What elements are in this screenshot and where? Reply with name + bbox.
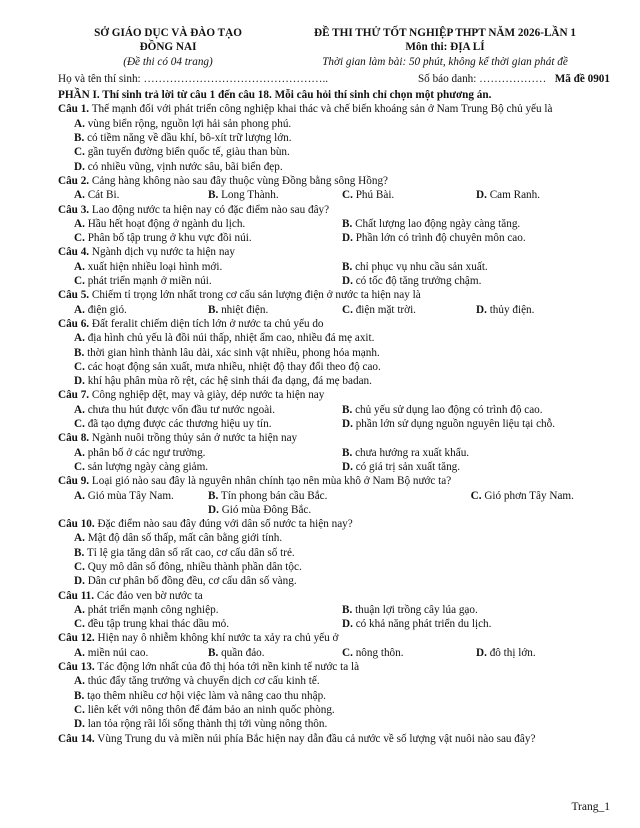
answer-option xyxy=(208,489,471,503)
option-letter: D. xyxy=(342,232,353,245)
options-block xyxy=(58,646,610,660)
option-text: gần tuyến đường biển quốc tế, giàu than bùn. xyxy=(87,146,290,159)
option-letter: D. xyxy=(342,618,353,631)
option-text: Gió mùa Tây Nam. xyxy=(87,489,174,502)
question-text: Ngành dịch vụ nước ta hiện nay xyxy=(91,246,235,259)
answer-option xyxy=(342,217,610,231)
option-text: Tín phong bán cầu Bắc. xyxy=(220,489,328,502)
question-list xyxy=(58,102,610,745)
answer-option xyxy=(208,303,342,317)
option-letter: C. xyxy=(470,489,482,502)
option-letter: A. xyxy=(74,117,85,130)
answer-option xyxy=(208,503,471,517)
candidate-number-field: Số báo danh: ……………… xyxy=(417,72,547,85)
option-text: chủ yếu sử dụng lao động có trình độ cao. xyxy=(355,403,543,416)
option-text: lan tỏa rộng rãi lối sống thành thị tới vùng nông thôn. xyxy=(87,718,328,731)
option-letter: D. xyxy=(476,646,487,659)
option-letter: D. xyxy=(74,718,85,731)
option-letter: B. xyxy=(74,346,85,359)
option-text: thủy điện. xyxy=(489,303,535,316)
options-row xyxy=(74,217,610,231)
question xyxy=(58,474,610,517)
answer-option xyxy=(342,460,610,474)
question-stem xyxy=(58,288,610,302)
question-stem xyxy=(58,660,610,674)
option-text: tạo thêm nhiều cơ hội việc làm và nâng cao thu nhập. xyxy=(87,689,326,702)
option-text: Phần lớn có trình độ chuyên môn cao. xyxy=(355,232,526,245)
time-limit: Thời gian làm bài: 50 phút, không kể thời gian phát đề xyxy=(322,55,568,68)
question-text: Các đảo ven bờ nước ta xyxy=(96,589,203,602)
question-text: Lao động nước ta hiện nay có đặc điểm nào sau đây? xyxy=(91,203,330,216)
question xyxy=(58,660,610,731)
question-number: Câu 4. xyxy=(58,246,90,259)
answer-option xyxy=(74,145,610,159)
option-text: có tốc độ tăng trưởng chậm. xyxy=(355,275,482,288)
answer-option xyxy=(74,217,342,231)
options-block xyxy=(58,303,610,317)
option-text: có giá trị sản xuất tăng. xyxy=(355,460,461,473)
option-text: thúc đẩy tăng trưởng và chuyển dịch cơ cấu kinh tế. xyxy=(87,675,320,688)
answer-option xyxy=(342,274,610,288)
option-text: thuận lợi trồng cây lúa gạo. xyxy=(355,603,478,616)
options-block xyxy=(58,331,610,388)
answer-option xyxy=(74,703,610,717)
answer-option xyxy=(208,188,342,202)
option-letter: C. xyxy=(74,275,85,288)
part-title: PHẦN I. Thí sinh trả lời từ câu 1 đến câu 18. Mỗi câu hỏi thí sinh chỉ chọn một phương án. xyxy=(58,89,492,102)
option-letter: C. xyxy=(74,460,85,473)
question-text: Ngành nuôi trồng thủy sản ở nước ta hiện nay xyxy=(91,432,298,445)
answer-option xyxy=(74,460,342,474)
option-letter: B. xyxy=(342,217,353,230)
question-number: Câu 3. xyxy=(58,203,90,216)
exam-title: ĐỀ THI THỬ TỐT NGHIỆP THPT NĂM 2026-LẦN 1 xyxy=(314,27,576,39)
options-block xyxy=(58,446,610,475)
option-letter: B. xyxy=(74,689,85,702)
options-row xyxy=(74,489,610,503)
option-text: phân bố ở các ngư trường. xyxy=(87,446,206,459)
question-number: Câu 9. xyxy=(58,475,90,488)
answer-option xyxy=(208,646,342,660)
answer-option xyxy=(342,303,476,317)
answer-option xyxy=(74,617,342,631)
answer-option xyxy=(74,646,208,660)
options-row xyxy=(74,460,610,474)
option-letter: C. xyxy=(74,360,85,373)
answer-option xyxy=(342,603,610,617)
options-block xyxy=(58,531,610,588)
options-row xyxy=(74,617,610,631)
option-letter: B. xyxy=(208,303,219,316)
answer-option xyxy=(74,274,342,288)
option-letter: C. xyxy=(342,303,353,316)
question xyxy=(58,102,610,173)
question-number: Câu 2. xyxy=(58,174,90,187)
option-letter: A. xyxy=(74,189,85,202)
option-text: phát triển mạnh công nghiệp. xyxy=(87,603,219,616)
answer-option xyxy=(476,188,610,202)
question xyxy=(58,431,610,474)
option-text: nông thôn. xyxy=(355,646,404,659)
question-stem xyxy=(58,431,610,445)
option-text: chưa thu hút được vốn đầu tư nước ngoài. xyxy=(87,403,276,416)
answer-option xyxy=(342,231,610,245)
option-text: chưa hướng ra xuất khẩu. xyxy=(355,446,470,459)
answer-option xyxy=(74,331,610,345)
question xyxy=(58,589,610,632)
option-letter: C. xyxy=(74,146,85,159)
option-text: Long Thành. xyxy=(221,189,279,202)
question-stem xyxy=(58,245,610,259)
option-text: điện mặt trời. xyxy=(355,303,416,316)
option-letter: A. xyxy=(74,446,85,459)
option-letter: B. xyxy=(74,546,85,559)
options-row xyxy=(74,303,610,317)
options-row xyxy=(74,646,610,660)
option-text: khí hậu phân mùa rõ rệt, các hệ sinh thái đa dạng, đá mẹ badan. xyxy=(87,375,372,388)
option-text: chỉ phục vụ nhu cầu sản xuất. xyxy=(355,260,488,273)
option-letter: D. xyxy=(74,160,85,173)
answer-option xyxy=(74,546,610,560)
question-number: Câu 5. xyxy=(58,289,90,302)
option-letter: B. xyxy=(342,403,353,416)
answer-option xyxy=(74,717,610,731)
options-row xyxy=(74,188,610,202)
option-letter: D. xyxy=(476,189,487,202)
question xyxy=(58,317,610,388)
answer-option xyxy=(74,689,610,703)
option-text: có nhiều vũng, vịnh nước sâu, bãi biển đẹp. xyxy=(87,160,283,173)
option-text: miền núi cao. xyxy=(87,646,149,659)
option-letter: B. xyxy=(74,132,85,145)
option-letter: C. xyxy=(74,418,85,431)
question-text: Đặc điểm nào sau đây đúng với dân số nước ta hiện nay? xyxy=(97,518,353,531)
answer-option xyxy=(342,260,610,274)
question xyxy=(58,174,610,203)
answer-option xyxy=(74,674,610,688)
option-letter: C. xyxy=(342,646,353,659)
option-text: liên kết với nông thôn để đảm bảo an ninh quốc phòng. xyxy=(87,703,335,716)
option-letter: C. xyxy=(74,232,85,245)
province-name: ĐỒNG NAI xyxy=(139,41,197,54)
question-stem xyxy=(58,517,610,531)
option-letter: A. xyxy=(74,303,85,316)
answer-option xyxy=(74,231,342,245)
question-text: Thế mạnh đối với phát triển công nghiệp khai thác và chế biến khoáng sản ở Nam Trung Bộ chủ yếu là xyxy=(91,103,553,116)
option-letter: D. xyxy=(74,575,85,588)
options-block xyxy=(58,117,610,174)
option-text: Quy mô dân số đông, nhiều thành phần dân tộc. xyxy=(87,560,302,573)
student-name-field: Họ và tên thí sinh: ………………………………………….. xyxy=(58,72,329,85)
option-letter: B. xyxy=(208,489,219,502)
options-row xyxy=(74,403,610,417)
option-letter: A. xyxy=(74,532,85,545)
option-letter: A. xyxy=(74,217,85,230)
option-text: Gió mùa Đông Bắc. xyxy=(221,503,312,516)
question-text: Công nghiệp dệt, may và giày, dép nước ta hiện nay xyxy=(91,389,325,402)
answer-option xyxy=(342,446,610,460)
answer-option xyxy=(342,188,476,202)
exam-title-block xyxy=(280,26,610,69)
answer-option xyxy=(476,303,610,317)
options-block xyxy=(58,603,610,632)
question-stem xyxy=(58,388,610,402)
option-text: có tiềm năng về dầu khí, bô-xít trữ lượng lớn. xyxy=(87,132,292,145)
answer-option xyxy=(471,489,610,503)
option-text: Phú Bài. xyxy=(355,189,395,202)
answer-option xyxy=(74,574,610,588)
question-stem xyxy=(58,474,610,488)
option-text: Chất lượng lao động ngày càng tăng. xyxy=(355,217,521,230)
question xyxy=(58,732,610,746)
subject-name: Môn thi: ĐỊA LÍ xyxy=(405,41,485,54)
options-row xyxy=(74,503,610,517)
answer-option xyxy=(342,646,476,660)
option-text: xuất hiện nhiều loại hình mới. xyxy=(87,260,223,273)
answer-option xyxy=(74,489,208,503)
option-text: Cam Ranh. xyxy=(489,189,541,202)
option-letter: A. xyxy=(74,675,85,688)
question-number: Câu 13. xyxy=(58,661,95,674)
option-text: điện gió. xyxy=(87,303,127,316)
question-stem xyxy=(58,102,610,116)
option-letter: C. xyxy=(74,618,85,631)
option-text: địa hình chủ yếu là đồi núi thấp, nhiệt ẩm cao, nhiều đá mẹ axit. xyxy=(87,332,375,345)
options-row xyxy=(74,231,610,245)
question-stem xyxy=(58,203,610,217)
question-text: Tác động lớn nhất của đô thị hóa tới nền kinh tế nước ta là xyxy=(97,661,360,674)
option-letter: A. xyxy=(74,646,85,659)
answer-option xyxy=(342,617,610,631)
option-text: nhiệt điện. xyxy=(221,303,269,316)
question-stem xyxy=(58,174,610,188)
answer-option xyxy=(74,303,208,317)
option-letter: D. xyxy=(342,275,353,288)
answer-option xyxy=(74,346,610,360)
question xyxy=(58,631,610,660)
question xyxy=(58,288,610,317)
options-row xyxy=(74,274,610,288)
question-text: Hiện nay ô nhiễm không khí nước ta xảy ra chủ yếu ở xyxy=(97,632,339,645)
option-letter: B. xyxy=(342,446,353,459)
options-block xyxy=(58,217,610,246)
option-letter: C. xyxy=(342,189,353,202)
question-number: Câu 12. xyxy=(58,632,95,645)
answer-option xyxy=(74,417,342,431)
answer-option xyxy=(342,403,610,417)
answer-option xyxy=(74,131,610,145)
options-row xyxy=(74,260,610,274)
option-text: đã tạo dựng được các thương hiệu uy tín. xyxy=(87,418,272,431)
answer-option xyxy=(74,360,610,374)
exam-header xyxy=(58,26,610,69)
answer-option xyxy=(74,188,208,202)
page-footer: Trang_1 xyxy=(571,800,610,813)
option-letter: A. xyxy=(74,489,85,502)
option-text: đều tập trung khai thác dầu mỏ. xyxy=(87,618,230,631)
department-block xyxy=(58,26,278,69)
answer-option xyxy=(476,646,610,660)
option-text: Cát Bi. xyxy=(87,189,120,202)
option-text: Mật độ dân số thấp, mất cân bằng giới tính. xyxy=(87,532,283,545)
question xyxy=(58,245,610,288)
answer-option xyxy=(74,117,610,131)
answer-option xyxy=(74,374,610,388)
answer-option xyxy=(342,417,610,431)
option-text: Hầu hết hoạt động ở ngành du lịch. xyxy=(87,217,246,230)
option-text: vùng biển rộng, nguồn lợi hải sản phong phú. xyxy=(87,117,292,130)
option-letter: B. xyxy=(342,260,353,273)
option-text: sản lượng ngày càng giảm. xyxy=(87,460,209,473)
option-letter: B. xyxy=(208,189,219,202)
question-text: Chiếm tỉ trọng lớn nhất trong cơ cấu sản lượng điện ở nước ta hiện nay là xyxy=(91,289,421,302)
option-text: đô thị lớn. xyxy=(489,646,536,659)
question-text: Cảng hàng không nào sau đây thuộc vùng Đồng bằng sông Hồng? xyxy=(91,174,389,187)
option-letter: A. xyxy=(74,260,85,273)
options-row xyxy=(74,417,610,431)
option-letter: A. xyxy=(74,332,85,345)
option-letter: D. xyxy=(342,418,353,431)
question xyxy=(58,517,610,588)
options-block xyxy=(58,188,610,202)
option-letter: C. xyxy=(74,560,85,573)
question-stem xyxy=(58,589,610,603)
option-letter: D. xyxy=(208,503,219,516)
answer-option xyxy=(74,260,342,274)
option-letter: A. xyxy=(74,603,85,616)
option-letter: D. xyxy=(476,303,487,316)
option-letter: D. xyxy=(342,460,353,473)
option-text: phát triển mạnh ở miền núi. xyxy=(87,275,212,288)
options-block xyxy=(58,403,610,432)
question-number: Câu 11. xyxy=(58,589,95,602)
option-text: Gió phơn Tây Nam. xyxy=(484,489,574,502)
question-stem xyxy=(58,732,610,746)
option-letter: C. xyxy=(74,703,85,716)
options-block xyxy=(58,489,610,518)
question-stem xyxy=(58,317,610,331)
answer-option xyxy=(74,603,342,617)
question-text: Vùng Trung du và miền núi phía Bắc hiện nay dẫn đầu cả nước về số lượng vật nuôi nào sau đây? xyxy=(97,732,536,745)
option-text: Tỉ lệ gia tăng dân số rất cao, cơ cấu dân số trẻ. xyxy=(86,546,295,559)
question-number: Câu 8. xyxy=(58,432,90,445)
option-letter: B. xyxy=(342,603,353,616)
question xyxy=(58,203,610,246)
option-text: quần đảo. xyxy=(221,646,265,659)
question-text: Đất feralit chiếm diện tích lớn ở nước ta chủ yếu do xyxy=(91,317,324,330)
options-row xyxy=(74,603,610,617)
options-block xyxy=(58,674,610,731)
options-block xyxy=(58,260,610,289)
question-number: Câu 1. xyxy=(58,103,90,116)
option-letter: B. xyxy=(208,646,219,659)
answer-option xyxy=(74,560,610,574)
question-number: Câu 10. xyxy=(58,518,95,531)
question-number: Câu 6. xyxy=(58,317,90,330)
answer-option xyxy=(74,446,342,460)
answer-option xyxy=(74,531,610,545)
option-text: Phân bố tập trung ở khu vực đồi núi. xyxy=(87,232,252,245)
exam-code: Mã đề 0901 xyxy=(554,72,610,85)
answer-option xyxy=(74,160,610,174)
department-name: SỞ GIÁO DỤC VÀ ĐÀO TẠO xyxy=(94,27,242,39)
question xyxy=(58,388,610,431)
question-number: Câu 14. xyxy=(58,732,95,745)
option-text: có khả năng phát triển du lịch. xyxy=(355,618,492,631)
option-text: thời gian hình thành lâu dài, xác sinh vật nhiều, phong hóa mạnh. xyxy=(87,346,380,359)
question-text: Loại gió nào sau đây là nguyên nhân chính tạo nên mùa khô ở Nam Bộ nước ta? xyxy=(91,475,452,488)
option-text: Dân cư phân bố đồng đều, cơ cấu dân số vàng. xyxy=(87,575,297,588)
options-row xyxy=(74,446,610,460)
student-info-line xyxy=(58,72,610,86)
option-text: các hoạt động sản xuất, mưa nhiều, nhiệt độ thay đổi theo độ cao. xyxy=(87,360,381,373)
question-number: Câu 7. xyxy=(58,389,90,402)
option-text: phần lớn sử dụng nguồn nguyên liệu tại chỗ. xyxy=(355,418,556,431)
page-count-note: (Đề thi có 04 trang) xyxy=(123,55,213,68)
answer-option xyxy=(74,403,342,417)
option-letter: D. xyxy=(74,375,85,388)
question-stem xyxy=(58,631,610,645)
option-letter: A. xyxy=(74,403,85,416)
